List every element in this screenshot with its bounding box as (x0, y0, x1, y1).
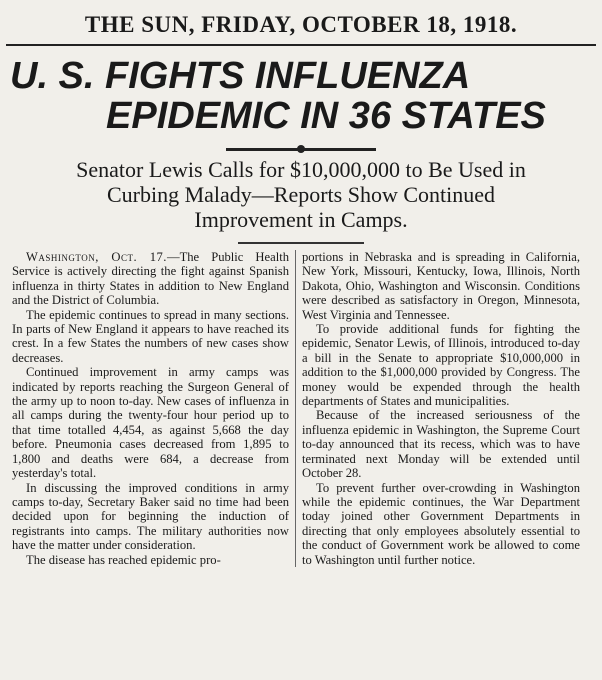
headline-line-1: U. S. FIGHTS INFLUENZA (10, 55, 471, 97)
article-column-right (296, 250, 586, 567)
headline-line-2: EPIDEMIC IN 36 STATES (106, 95, 546, 137)
paragraph: To prevent further over-crowding in Washington while the epidemic continues, the War Department today joined other Government Departments in directing that only employees absolutely essential to the conduct of Government work be allowed to come to Washington until further notice. (302, 480, 580, 567)
headline-divider (226, 148, 376, 151)
paragraph: portions in Nebraska and is spreading in California, New York, Missouri, Kentucky, Iowa, Illinois, North Dakota, Ohio, Washington and Wisconsin. Conditions were described as satisfactory in Oregon, Minnesota, West Virginia and Tennessee. (302, 250, 580, 322)
deck-line-1: Senator Lewis Calls for $10,000,000 to Be Used in (76, 157, 526, 182)
article-column-left (6, 250, 296, 567)
deck-line-3: Improvement in Camps. (194, 207, 408, 232)
paragraph: The disease has reached epidemic pro- (26, 552, 221, 567)
paragraph: To provide additional funds for fighting the epidemic, Senator Lewis, of Illinois, introduced to-day a bill in the Senate to appropriate $10,000,000 in addition to the $1,000,000 provided by Congress. The money would be expended through the health departments of States and municipalities. (302, 322, 580, 409)
masthead: THE SUN, FRIDAY, OCTOBER 18, 1918. (6, 0, 596, 46)
section-rule (238, 242, 364, 244)
dateline: Washington, Oct. 17. (26, 250, 167, 264)
paragraph: In discussing the improved conditions in army camps to-day, Secretary Baker said no time had been decided upon for beginning the induction of registrants into camps. The military authorities now have the matter under consideration. (12, 480, 289, 553)
paragraph: Because of the increased seriousness of the influenza epidemic in Washington, the Supreme Court to-day announced that its recess, which was to have terminated next Monday will be extended until October 28. (302, 408, 580, 481)
deck-subheadline (6, 157, 596, 242)
paragraph: The epidemic continues to spread in many sections. In parts of New England it appears to have reached its crest. In a few States the numbers of new cases show decreases. (12, 307, 289, 365)
deck-line-2: Curbing Malady—Reports Show Continued (106, 182, 496, 207)
headline (6, 56, 596, 136)
article-body (6, 250, 596, 567)
paragraph: Continued improvement in army camps was indicated by reports reaching the Surgeon General of the army up to noon to-day. New cases of influenza in all camps during the twenty-four hour period up to that time totalled 4,454, as against 5,668 the day before. Pneumonia cases decreased from 1,895 to 1,800 and deaths were 684, a decrease from yesterday's total. (12, 365, 289, 481)
paragraph: Washington, Oct. 17.—The Public Health Service is actively directing the fight against Spanish influenza in thirty States in addition to New England and the District of Columbia. (12, 250, 289, 308)
